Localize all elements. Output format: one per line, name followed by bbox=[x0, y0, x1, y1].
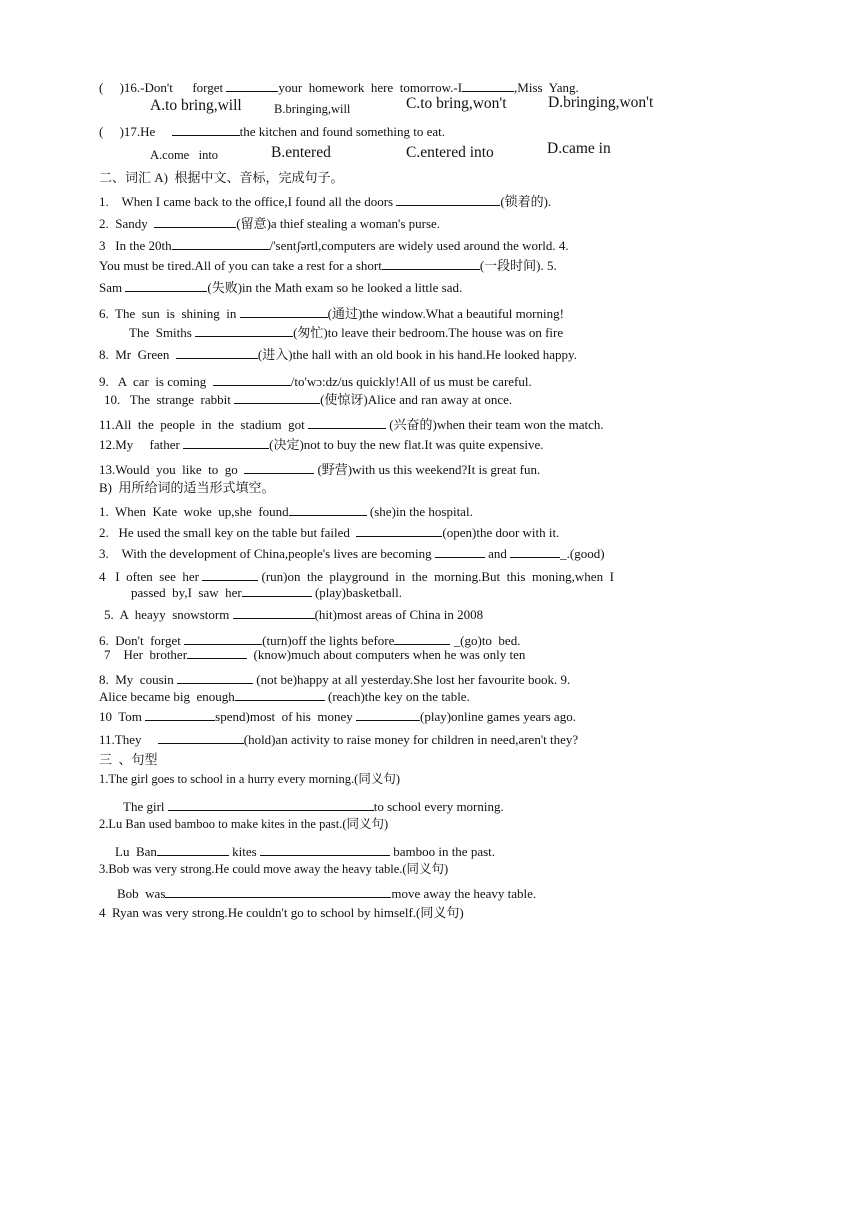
c-question-3: 3.Bob was very strong.He could move away the heavy table.(同义句) bbox=[99, 862, 449, 876]
question-17: ( )17.He the kitchen and found something to eat. bbox=[99, 124, 446, 139]
c-question-1: 1.The girl goes to school in a hurry every morning.(同义句) bbox=[99, 772, 400, 786]
c-answer-1: The girl to school every morning. bbox=[123, 799, 504, 814]
b-line-1: 1. When Kate woke up,she found (she)in the hospital. bbox=[99, 504, 473, 519]
q16-option-d: D.bringing,won't bbox=[548, 94, 654, 111]
q17-option-c: C.entered into bbox=[406, 144, 494, 161]
b-line-4: 4 I often see her (run)on the playground in the morning.But this moning,when I bbox=[99, 569, 614, 584]
c-question-2: 2.Lu Ban used bamboo to make kites in the past.(同义句) bbox=[99, 817, 389, 831]
b-line-2: 2. He used the small key on the table but failed (open)the door with it. bbox=[99, 525, 560, 540]
a-line-4: You must be tired.All of you can take a rest for a short (一段时间). 5. bbox=[99, 258, 557, 273]
a-line-6: 6. The sun is shining in (通过)the window.What a beautiful morning! bbox=[99, 306, 564, 321]
q17-option-a: A.come into bbox=[150, 148, 219, 162]
b-line-6: 6. Don't forget (turn)off the lights before _(go)to bed. bbox=[99, 633, 521, 648]
c-question-4: 4 Ryan was very strong.He couldn't go to school by himself.(同义句) bbox=[99, 905, 464, 920]
a-line-7: The Smiths (匆忙)to leave their bedroom.The house was on fire bbox=[129, 325, 564, 340]
a-line-13: 13.Would you like to go (野营)with us this weekend?It is great fun. bbox=[99, 462, 541, 477]
q16-option-c: C.to bring,won't bbox=[406, 95, 507, 112]
blank bbox=[462, 79, 514, 92]
a-line-12: 12.My father (决定)not to buy the new flat.It was quite expensive. bbox=[99, 437, 544, 452]
a-line-11: 11.All the people in the stadium got (兴奋的)when their team won the match. bbox=[99, 417, 604, 432]
c-answer-3: Bob was move away the heavy table. bbox=[117, 886, 537, 901]
question-16: ( )16.-Don't forget your homework here tomorrow.-I ,Miss Yang. bbox=[99, 80, 579, 95]
a-line-10: 10. The strange rabbit (使惊讶)Alice and ran away at once. bbox=[104, 392, 513, 407]
q16-option-a: A.to bring,will bbox=[150, 97, 242, 114]
a-line-3: 3 In the 20th /'sentʃərtl,computers are widely used around the world. 4. bbox=[99, 238, 569, 253]
section-b-title: B) 用所给词的适当形式填空。 bbox=[99, 480, 275, 495]
a-line-1: 1. When I came back to the office,I found all the doors (锁着的). bbox=[99, 194, 552, 209]
q17-option-b: B.entered bbox=[271, 144, 331, 161]
b-line-5: 5. A heayy snowstorm (hit)most areas of China in 2008 bbox=[104, 607, 484, 622]
b-line-7: 7 Her brother (know)much about computers when he was only ten bbox=[104, 647, 526, 662]
b-line-9: Alice became big enough (reach)the key on the table. bbox=[99, 689, 470, 704]
blank bbox=[226, 79, 278, 92]
q16-option-b: B.bringing,will bbox=[274, 102, 351, 116]
b-line-4-cont: passed by,I saw her (play)basketball. bbox=[131, 585, 402, 600]
section-a-title: 二、词汇 A) 根据中文、音标，完成句子。 bbox=[99, 170, 344, 185]
a-line-9: 9. A car is coming /to'wɔ:dz/us quickly!All of us must be careful. bbox=[99, 374, 532, 389]
a-line-8: 8. Mr Green (进入)the hall with an old book in his hand.He looked happy. bbox=[99, 347, 577, 362]
b-line-10: 10 Tom spend)most of his money (play)online games years ago. bbox=[99, 709, 576, 724]
section-c-title: 三 、句型 bbox=[99, 752, 158, 767]
b-line-3: 3. With the development of China,people's lives are becoming and _.(good) bbox=[99, 546, 605, 561]
c-answer-2: Lu Ban kites bamboo in the past. bbox=[115, 844, 496, 859]
b-line-11: 11.They (hold)an activity to raise money for children in need,aren't they? bbox=[99, 732, 579, 747]
a-line-2: 2. Sandy (留意)a thief stealing a woman's purse. bbox=[99, 216, 441, 231]
blank bbox=[172, 123, 240, 136]
a-line-5: Sam (失败)in the Math exam so he looked a little sad. bbox=[99, 280, 463, 295]
q17-option-d: D.came in bbox=[547, 140, 611, 157]
b-line-8: 8. My cousin (not be)happy at all yesterday.She lost her favourite book. 9. bbox=[99, 672, 571, 687]
